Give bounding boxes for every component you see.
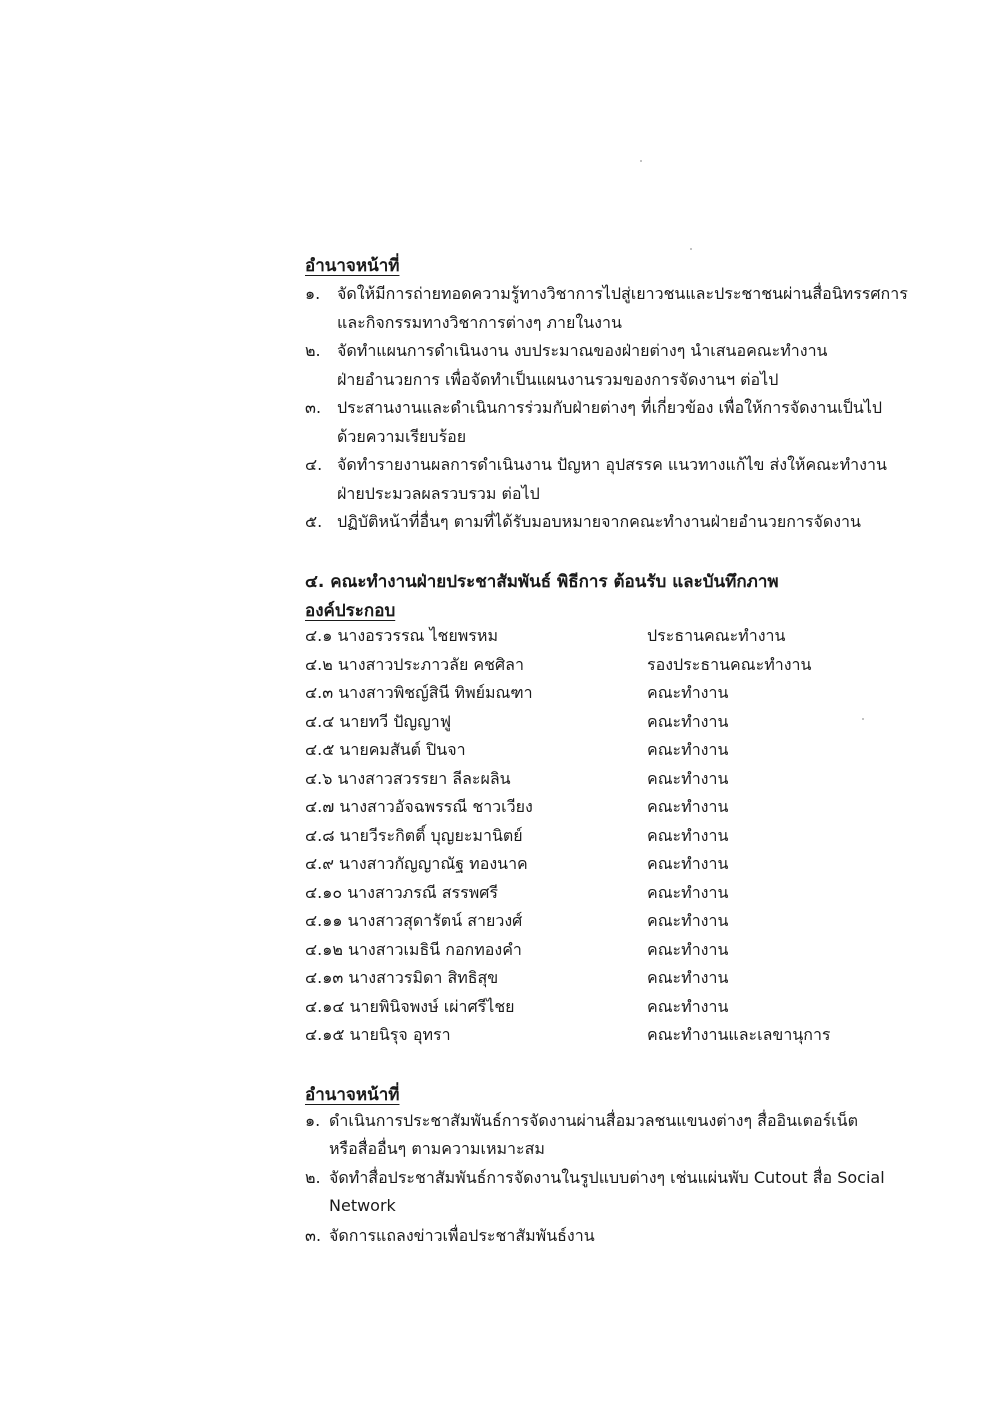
member-role: คณะทำงาน (647, 968, 729, 987)
member-name: ๔.๓ นางสาวพิชญ์สินี ทิพย์มณฑา (305, 683, 533, 702)
duty-text-continued: และกิจกรรมทางวิชาการต่างๆ ภายในงาน (337, 313, 622, 332)
duty-number: ๑. (305, 284, 321, 303)
duty-number: ๒. (305, 341, 321, 360)
member-name: ๔.๔ นายทวี ปัญญาฟู (305, 712, 452, 731)
duty-text-continued: ฝ่ายประมวลผลรวบรวม ต่อไป (337, 484, 540, 503)
member-name: ๔.๖ นางสาวสวรรยา ลีละผลิน (305, 769, 511, 788)
member-name: ๔.๑๐ นางสาวภรณี สรรพศรี (305, 883, 498, 902)
duty-text: จัดทำรายงานผลการดำเนินงาน ปัญหา อุปสรรค แนวทางแก้ไข ส่งให้คณะทำงาน (337, 455, 887, 474)
duty-number: ๒. (305, 1168, 321, 1187)
member-role: คณะทำงาน (647, 911, 729, 930)
member-role: คณะทำงาน (647, 712, 729, 731)
member-name: ๔.๑๔ นายพินิจพงษ์ เผ่าศรีไชย (305, 997, 515, 1016)
member-role: คณะทำงาน (647, 940, 729, 959)
duty-text: ดำเนินการประชาสัมพันธ์การจัดงานผ่านสื่อมวลชนแขนงต่างๆ สื่ออินเตอร์เน็ต (329, 1111, 858, 1130)
member-name: ๔.๑ นางอรวรรณ ไชยพรหม (305, 626, 498, 645)
member-name: ๔.๘ นายวีระกิตติ์ บุญยะมานิตย์ (305, 826, 523, 845)
duties-heading: อำนาจหน้าที่ (305, 256, 400, 276)
member-role: รองประธานคณะทำงาน (647, 655, 812, 674)
duty-item (305, 1166, 885, 1191)
duty-number: ๑. (305, 1111, 321, 1130)
duty-text: ประสานงานและดำเนินการร่วมกับฝ่ายต่างๆ ที่เกี่ยวข้อง เพื่อให้การจัดงานเป็นไป (337, 398, 883, 417)
member-name: ๔.๒ นางสาวประภาวลัย คชศิลา (305, 655, 524, 674)
member-role: คณะทำงาน (647, 769, 729, 788)
duty-text-continued: ด้วยความเรียบร้อย (337, 427, 467, 446)
duty-item (305, 282, 908, 307)
member-role: คณะทำงานและเลขานุการ (647, 1025, 831, 1044)
duty-text: จัดทำแผนการดำเนินงาน งบประมาณของฝ่ายต่างๆ นำเสนอคณะทำงาน (337, 341, 828, 360)
member-name: ๔.๙ นางสาวกัญญาณัฐ ทองนาค (305, 854, 528, 873)
member-role: คณะทำงาน (647, 683, 729, 702)
member-name: ๔.๕ นายคมสันต์ ปินจา (305, 740, 466, 759)
member-name: ๔.๑๓ นางสาวรมิดา สิทธิสุข (305, 968, 499, 987)
member-role: คณะทำงาน (647, 854, 729, 873)
duty-item (305, 339, 827, 364)
member-name: ๔.๑๕ นายนิรุจ อุทรา (305, 1025, 451, 1044)
scan-speck (690, 248, 692, 250)
duty-text-continued: ฝ่ายอำนวยการ เพื่อจัดทำเป็นแผนงานรวมของการจัดงานฯ ต่อไป (337, 370, 779, 389)
member-name: ๔.๑๒ นางสาวเมธินี กอกทองคำ (305, 940, 522, 959)
member-name: ๔.๗ นางสาวอัจฉพรรณี ชาวเวียง (305, 797, 533, 816)
duty-number: ๓. (305, 398, 322, 417)
member-role: คณะทำงาน (647, 826, 729, 845)
duty-item (305, 1109, 858, 1134)
scan-speck (640, 160, 642, 162)
duty-text: จัดการแถลงข่าวเพื่อประชาสัมพันธ์งาน (329, 1226, 595, 1245)
duty-item (305, 1224, 595, 1249)
duty-item (305, 453, 887, 478)
member-name: ๔.๑๑ นางสาวสุดารัตน์ สายวงศ์ (305, 911, 523, 930)
member-role: คณะทำงาน (647, 883, 729, 902)
duty-number: ๕. (305, 512, 323, 531)
duty-item (305, 510, 861, 535)
duties-heading: อำนาจหน้าที่ (305, 1085, 400, 1105)
composition-heading: องค์ประกอบ (305, 601, 396, 621)
duty-text-continued: Network (329, 1196, 396, 1215)
member-role: คณะทำงาน (647, 797, 729, 816)
duty-text: ปฏิบัติหน้าที่อื่นๆ ตามที่ได้รับมอบหมายจากคณะทำงานฝ่ายอำนวยการจัดงาน (337, 512, 861, 531)
member-role: ประธานคณะทำงาน (647, 626, 786, 645)
duty-number: ๔. (305, 455, 323, 474)
duty-text: จัดทำสื่อประชาสัมพันธ์การจัดงานในรูปแบบต่างๆ เช่นแผ่นพับ Cutout สื่อ Social (329, 1168, 885, 1187)
duty-text-continued: หรือสื่ออื่นๆ ตามความเหมาะสม (329, 1139, 545, 1158)
duty-number: ๓. (305, 1226, 322, 1245)
member-role: คณะทำงาน (647, 740, 729, 759)
duty-text: จัดให้มีการถ่ายทอดความรู้ทางวิชาการไปสู่เยาวชนและประชาชนผ่านสื่อนิทรรศการ (337, 284, 908, 303)
scan-speck (862, 718, 864, 720)
member-role: คณะทำงาน (647, 997, 729, 1016)
section-title: ๔. คณะทำงานฝ่ายประชาสัมพันธ์ พิธีการ ต้อนรับ และบันทึกภาพ (305, 572, 779, 592)
duty-item (305, 396, 882, 421)
